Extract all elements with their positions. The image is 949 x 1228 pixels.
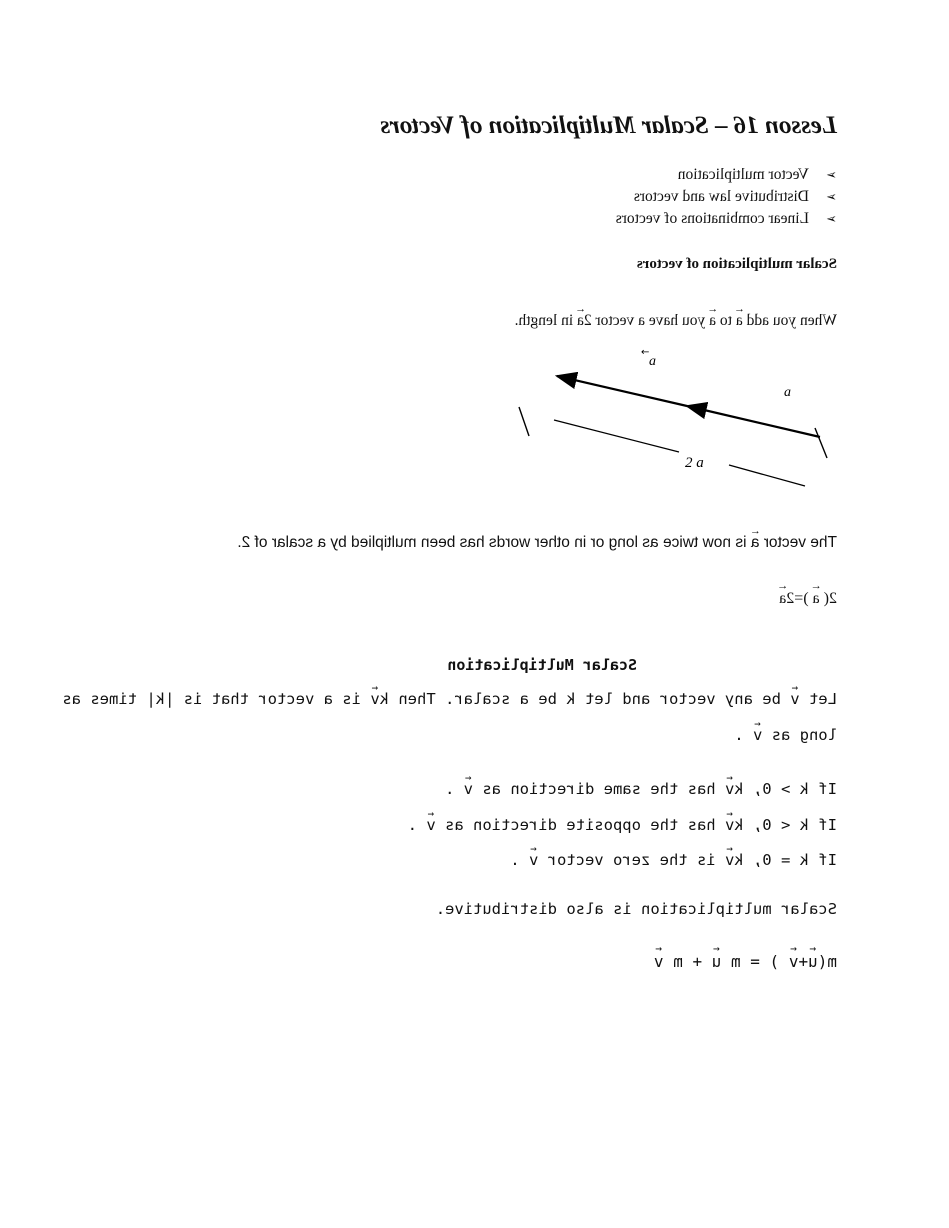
vector-symbol: ← u [712, 952, 722, 971]
vector-a-second [557, 376, 687, 406]
vector-addition-diagram [509, 340, 829, 510]
text-run: )=2 [786, 590, 809, 607]
vector-symbol: ← v [725, 816, 734, 834]
lesson-title: Lesson 16 – Scalar Multiplication of Vectors [380, 112, 837, 139]
text-run: long as [771, 726, 837, 744]
text-run: . [444, 780, 455, 798]
bullet-text: Linear combinations of vectors [615, 210, 809, 227]
text-run: 2( [823, 590, 837, 607]
text-run: ) = m [731, 952, 780, 971]
vector-symbol: ← a [736, 312, 743, 330]
equation-scalar-two [779, 590, 837, 608]
text-run: . [734, 726, 744, 744]
text-run: . [510, 851, 520, 869]
bullet-text: Distributive law and vectors [633, 188, 809, 205]
text-run: be any vector and let k be a scalar. Then k [379, 690, 781, 708]
text-run: in length. [514, 312, 574, 329]
section-heading-scalar-vectors: Scalar multiplication of vectors [636, 256, 837, 272]
vector-symbol: ← v [725, 851, 734, 869]
text-run: + m [673, 952, 703, 971]
bullet-text: Vector multiplication [677, 166, 809, 183]
vector-symbol: ← u [808, 952, 818, 971]
definition-line-2 [734, 726, 837, 744]
text-run: is now twice as long or in other words has been multiplied by a scalar of 2. [237, 534, 747, 551]
bullet-item-3 [616, 210, 837, 228]
vector-symbol: ← v [529, 851, 538, 869]
text-run: If k = 0, k [734, 851, 837, 869]
label-a-top: a [649, 354, 656, 369]
text-run: If k > 0, k [734, 780, 837, 798]
arrow-bullet-icon: ➢ [826, 189, 837, 204]
bracket-tick-right [519, 407, 529, 436]
text-run: . [407, 816, 417, 834]
text-run: has the opposite direction as [445, 816, 716, 834]
definition-line-1 [62, 690, 837, 708]
vector-symbol: ← v [370, 690, 379, 708]
vector-symbol: ← v [654, 952, 664, 971]
bracket-tick-left [815, 428, 827, 458]
vector-symbol: ← v [753, 726, 762, 744]
label-a-right: a [784, 385, 791, 400]
equation-distributive [654, 952, 837, 971]
bullet-item-1 [678, 166, 837, 184]
text-run: to [719, 312, 732, 329]
case-k-zero [510, 851, 837, 869]
text-run: If k < 0, k [734, 816, 837, 834]
text-run: has the same direction as [482, 780, 716, 798]
vector-symbol: ← v [790, 690, 799, 708]
vector-symbol: ← a [813, 590, 820, 608]
text-run: is a vector that is |k| times as [62, 690, 361, 708]
intro-paragraph [515, 312, 837, 330]
vector-symbol: ← v [789, 952, 799, 971]
text-run: When you add [746, 312, 837, 329]
vector-symbol: ← a [779, 590, 786, 608]
text-run: Let [809, 690, 837, 708]
arrow-bullet-icon: ➢ [826, 211, 837, 226]
vector-symbol: ← a [751, 534, 760, 552]
bracket-line-right [554, 420, 679, 452]
vector-symbol: ← v [464, 780, 473, 798]
bullet-item-2 [634, 188, 837, 206]
vector-symbol: ← v [426, 816, 435, 834]
vector-symbol: ← v [725, 780, 734, 798]
text-run: m( [817, 952, 837, 971]
vector-symbol: ← a [709, 312, 716, 330]
text-run: is the zero vector [547, 851, 716, 869]
arrow-icon: ← [641, 347, 650, 358]
text-run: The vector [763, 534, 837, 551]
twice-paragraph [237, 534, 837, 552]
vector-symbol: ← a [577, 312, 584, 330]
case-k-positive [445, 780, 837, 798]
case-k-negative [408, 816, 837, 834]
arrow-bullet-icon: ➢ [826, 167, 837, 182]
bracket-line-left [729, 465, 805, 486]
section-heading-scalar-multiplication: Scalar Multiplication [447, 656, 637, 674]
text-run: + [798, 952, 809, 971]
label-2a: 2 a [685, 455, 704, 471]
distributive-statement: Scalar multiplication is also distributive. [435, 900, 837, 918]
vector-a-first [687, 406, 820, 437]
text-run: you have a vector 2 [583, 312, 706, 329]
